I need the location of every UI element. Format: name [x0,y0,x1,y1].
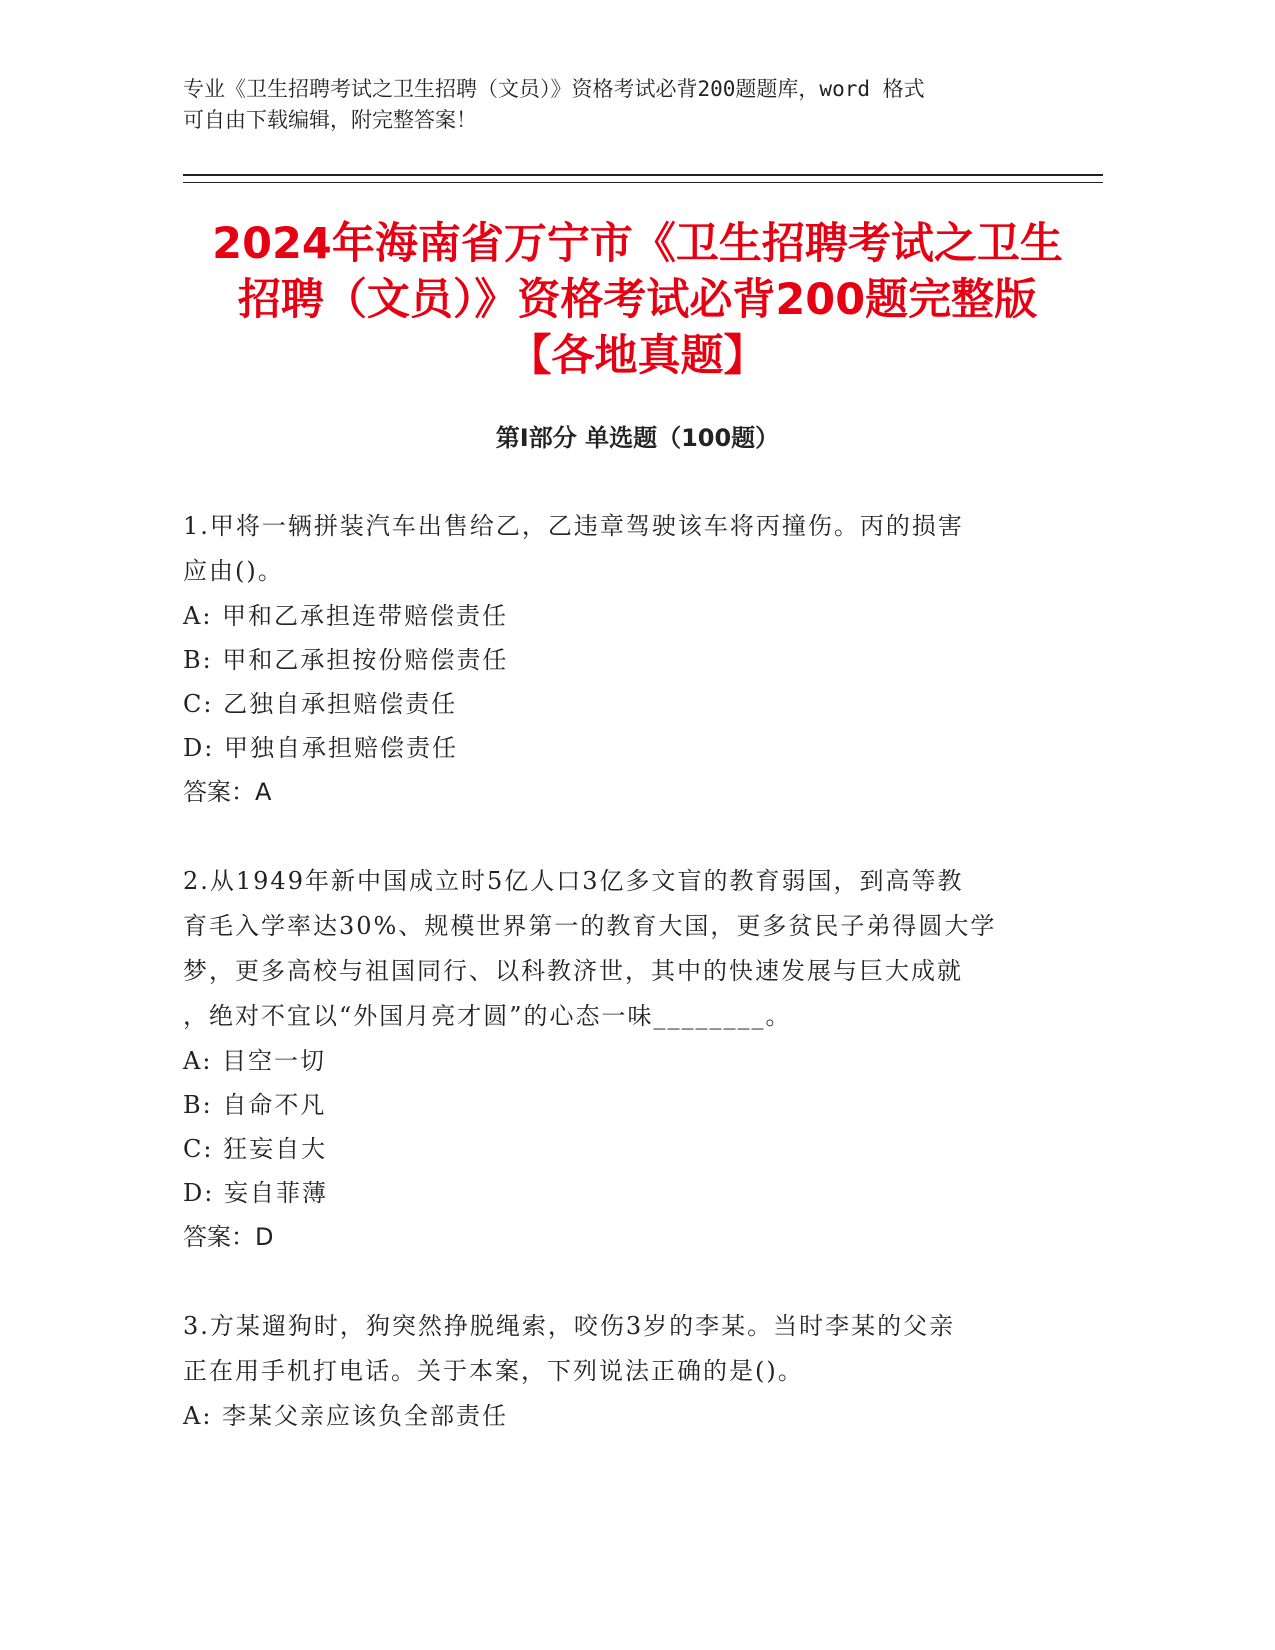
question-stem: 育毛入学率达30%、规模世界第一的教育大国，更多贫民子弟得圆大学 [183,912,997,940]
question-stem: 3.方某遛狗时，狗突然挣脱绳索，咬伤3岁的李某。当时李某的父亲 [183,1312,956,1340]
question-stem: 1.甲将一辆拼装汽车出售给乙，乙违章驾驶该车将丙撞伤。丙的损害 [183,512,964,540]
question-list [183,504,1053,1482]
question-1 [183,504,1053,815]
option-b: B: 甲和乙承担按份赔偿责任 [183,646,509,674]
header-note-line: 专业《卫生招聘考试之卫生招聘（文员）》资格考试必背200题题库，word 格式 [183,77,925,101]
question-stem: 应由()。 [183,557,284,585]
question-stem: ，绝对不宜以“外国月亮才圆”的心态一味________。 [183,1002,792,1030]
header-divider-thick [183,174,1103,176]
answer: 答案：D [183,1223,274,1251]
header-note-line: 可自由下载编辑，附完整答案！ [183,108,477,132]
option-a: A: 甲和乙承担连带赔偿责任 [183,602,509,630]
question-stem: 梦，更多高校与祖国同行、以科教济世，其中的快速发展与巨大成就 [183,957,963,985]
option-c: C: 乙独自承担赔偿责任 [183,690,458,718]
option-b: B: 自命不凡 [183,1091,327,1119]
header-note [183,74,1043,136]
title-line: 招聘（文员）》资格考试必背200题完整版 [237,275,1038,325]
document-title [150,216,1125,384]
header-divider-thin [183,182,1103,183]
question-2 [183,859,1053,1260]
question-stem: 正在用手机打电话。关于本案，下列说法正确的是()。 [183,1357,804,1385]
option-d: D: 妄自菲薄 [183,1179,328,1207]
option-a: A: 李某父亲应该负全部责任 [183,1402,509,1430]
title-line: 2024年海南省万宁市《卫生招聘考试之卫生 [212,219,1063,269]
answer: 答案：A [183,778,272,806]
section-heading: 第Ⅰ部分 单选题（100题） [495,424,780,452]
option-c: C: 狂妄自大 [183,1135,328,1163]
title-line: 【各地真题】 [508,331,767,381]
question-3 [183,1304,1053,1438]
option-a: A: 目空一切 [183,1047,327,1075]
question-stem: 2.从1949年新中国成立时5亿人口3亿多文盲的教育弱国，到高等教 [183,867,964,895]
option-d: D: 甲独自承担赔偿责任 [183,734,458,762]
